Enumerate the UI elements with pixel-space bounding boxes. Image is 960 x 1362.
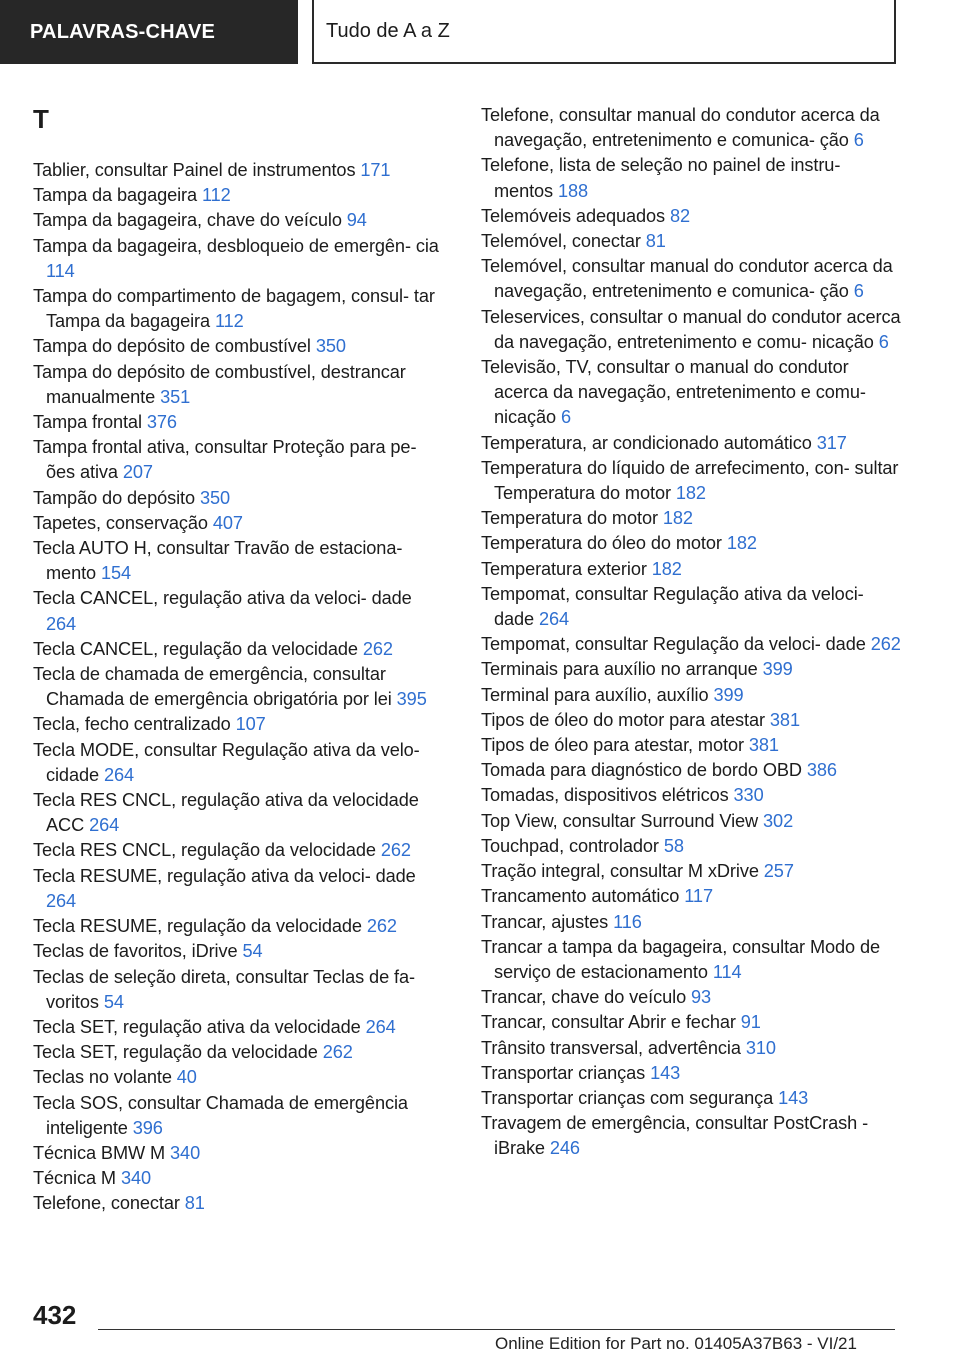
index-entry-text: Tecla, fecho centralizado bbox=[33, 714, 236, 735]
page-reference-link[interactable]: 262 bbox=[380, 840, 411, 861]
page-reference-link[interactable]: 246 bbox=[549, 1138, 580, 1159]
page-reference-link[interactable]: 340 bbox=[170, 1142, 201, 1163]
page-reference-link[interactable]: 40 bbox=[176, 1067, 197, 1088]
page-reference-link[interactable]: 264 bbox=[539, 609, 570, 630]
index-entry-text: Telefone, consultar manual do condutor acerca da navegação, entretenimento e comunica- ção bbox=[481, 105, 880, 151]
page-reference-link[interactable]: 6 bbox=[853, 281, 864, 302]
page-reference-link[interactable]: 6 bbox=[878, 331, 889, 352]
index-entry-text: Tampa da bagageira bbox=[33, 185, 202, 206]
index-entry-text: Terminais para auxílio no arranque bbox=[481, 659, 763, 680]
index-entry-text: Teclas no volante bbox=[33, 1067, 177, 1088]
page-reference-link[interactable]: 330 bbox=[733, 785, 764, 806]
index-entry-text: Travagem de emergência, consultar PostCrash - iBrake bbox=[481, 1113, 869, 1159]
page-reference-link[interactable]: 58 bbox=[663, 835, 684, 856]
index-entry-text: Tempomat, consultar Regulação da veloci- dade bbox=[481, 634, 871, 655]
index-entry bbox=[481, 935, 901, 985]
index-entry bbox=[33, 838, 443, 863]
page-reference-link[interactable]: 264 bbox=[46, 890, 77, 911]
page-reference-link[interactable]: 302 bbox=[763, 810, 794, 831]
index-entry-text: Tempomat, consultar Regulação ativa da veloci- dade bbox=[481, 583, 864, 630]
page-reference-link[interactable]: 182 bbox=[675, 483, 706, 504]
index-entry-text: Técnica BMW M bbox=[33, 1142, 171, 1163]
index-entry bbox=[33, 360, 443, 410]
page-reference-link[interactable]: 143 bbox=[778, 1087, 809, 1108]
index-entry bbox=[481, 1086, 901, 1111]
index-entry bbox=[481, 884, 901, 909]
index-entry-text: Temperatura exterior bbox=[481, 558, 652, 579]
index-entry-text: Tampa do depósito de combustível bbox=[33, 336, 316, 357]
index-entry-text: Trancar, consultar Abrir e fechar bbox=[481, 1012, 741, 1033]
index-entry bbox=[33, 1141, 443, 1166]
index-entry bbox=[481, 204, 901, 229]
index-entry-text: Tecla SET, regulação da velocidade bbox=[33, 1042, 323, 1063]
index-entry-text: Temperatura, ar condicionado automático bbox=[481, 432, 817, 453]
index-entry-text: Top View, consultar Surround View bbox=[481, 810, 764, 831]
page-reference-link[interactable]: 114 bbox=[712, 961, 742, 982]
index-entry bbox=[481, 657, 901, 682]
index-entry bbox=[33, 939, 443, 964]
page-reference-link[interactable]: 81 bbox=[645, 231, 666, 252]
index-entry bbox=[33, 788, 443, 838]
index-entry bbox=[481, 531, 901, 556]
index-entry-text: Transportar crianças bbox=[481, 1062, 651, 1083]
index-entry-text: Teclas de seleção direta, consultar Teclas de fa- voritos bbox=[33, 966, 415, 1012]
index-entry bbox=[33, 234, 443, 284]
index-entry-text: Tecla RES CNCL, regulação da velocidade bbox=[33, 840, 381, 861]
page-reference-link[interactable]: 317 bbox=[816, 432, 847, 453]
index-entry-text: Técnica M bbox=[33, 1168, 121, 1189]
index-entry-text: Teclas de favoritos, iDrive bbox=[33, 941, 243, 962]
page-reference-link[interactable]: 182 bbox=[726, 533, 757, 554]
page-reference-link[interactable]: 407 bbox=[212, 512, 243, 533]
index-entry bbox=[33, 662, 443, 712]
index-entry-text: Temperatura do líquido de arrefecimento, con- sultar Temperatura do motor bbox=[481, 457, 899, 504]
index-entry-text: Tapetes, conservação bbox=[33, 512, 213, 533]
index-entry-text: Tecla RESUME, regulação da velocidade bbox=[33, 916, 367, 937]
index-column-right bbox=[481, 103, 901, 1162]
page-reference-link[interactable]: 264 bbox=[89, 815, 120, 836]
page-number: 432 bbox=[33, 1300, 77, 1330]
page-reference-link[interactable]: 262 bbox=[362, 638, 393, 659]
page-reference-link[interactable]: 399 bbox=[762, 659, 793, 680]
index-entry bbox=[33, 284, 443, 334]
page-reference-link[interactable]: 395 bbox=[396, 689, 427, 710]
page-reference-link[interactable]: 116 bbox=[613, 911, 642, 932]
index-entry bbox=[481, 582, 901, 632]
section-tab bbox=[0, 0, 298, 64]
index-entry-text: Trânsito transversal, advertência bbox=[481, 1037, 746, 1058]
index-entry bbox=[33, 738, 443, 788]
index-entry-text: Tecla RESUME, regulação ativa da veloci- dade bbox=[33, 865, 416, 886]
index-entry bbox=[481, 229, 901, 254]
index-entry-text: Tomada para diagnóstico de bordo OBD bbox=[481, 760, 807, 781]
index-entry bbox=[33, 637, 443, 662]
index-entry-text: Tablier, consultar Painel de instrumentos bbox=[33, 160, 361, 180]
page-reference-link[interactable]: 264 bbox=[46, 613, 77, 634]
index-entry bbox=[481, 1010, 901, 1035]
index-entry bbox=[481, 783, 901, 808]
index-entry bbox=[481, 456, 901, 506]
index-entry bbox=[33, 511, 443, 536]
index-entry bbox=[481, 1061, 901, 1086]
index-entry bbox=[33, 158, 443, 183]
page-reference-link[interactable]: 182 bbox=[651, 558, 682, 579]
index-entry-text: Tecla AUTO H, consultar Travão de estaciona- mento bbox=[33, 538, 403, 584]
page-reference-link[interactable]: 93 bbox=[691, 987, 712, 1008]
index-entry-text: Tomadas, dispositivos elétricos bbox=[481, 785, 734, 806]
page-reference-link[interactable]: 350 bbox=[199, 487, 231, 508]
page-reference-link[interactable]: 257 bbox=[763, 861, 794, 882]
index-entry-text: Transportar crianças com segurança bbox=[481, 1087, 779, 1108]
index-entry-text: Tampão do depósito bbox=[33, 487, 200, 508]
index-entry bbox=[481, 557, 901, 582]
page-reference-link[interactable]: 54 bbox=[103, 991, 124, 1012]
page-reference-link[interactable]: 376 bbox=[146, 412, 177, 433]
index-entry bbox=[481, 431, 901, 456]
index-entry bbox=[33, 435, 443, 485]
page-reference-link[interactable]: 112 bbox=[201, 185, 231, 206]
index-entry bbox=[33, 1015, 443, 1040]
index-entry-text: Tampa da bagageira, desbloqueio de emergên- cia bbox=[33, 235, 439, 256]
page-reference-link[interactable]: 112 bbox=[214, 311, 244, 332]
page-reference-link[interactable]: 264 bbox=[365, 1016, 396, 1037]
footer-edition: Online Edition for Part no. 01405A37B63 - VI/21 bbox=[495, 1334, 857, 1353]
page-reference-link[interactable]: 350 bbox=[315, 336, 346, 357]
page-reference-link[interactable]: 386 bbox=[806, 760, 837, 781]
page-reference-link[interactable]: 114 bbox=[46, 260, 75, 281]
page-reference-link[interactable]: 6 bbox=[560, 407, 571, 428]
index-entry bbox=[33, 1065, 443, 1090]
page-reference-link[interactable]: 351 bbox=[160, 386, 191, 407]
index-entry-text: Tipos de óleo para atestar, motor bbox=[481, 735, 749, 756]
index-entry bbox=[33, 486, 443, 511]
index-entry bbox=[33, 536, 443, 586]
index-entry-text: Telefone, lista de seleção no painel de instru- mentos bbox=[481, 155, 841, 201]
page-reference-link[interactable]: 171 bbox=[360, 160, 391, 180]
index-entry-text: Tecla MODE, consultar Regulação ativa da velo- cidade bbox=[33, 739, 420, 785]
index-column-left bbox=[33, 158, 443, 1217]
page-reference-link[interactable]: 94 bbox=[346, 210, 367, 231]
page-reference-link[interactable]: 91 bbox=[740, 1012, 761, 1033]
page-reference-link[interactable]: 117 bbox=[684, 886, 713, 907]
index-entry bbox=[33, 864, 443, 914]
index-entry-text: Tecla CANCEL, regulação da velocidade bbox=[33, 638, 363, 659]
index-entry-text: Temperatura do motor bbox=[481, 508, 663, 529]
page-reference-link[interactable]: 310 bbox=[745, 1037, 776, 1058]
page-reference-link[interactable]: 82 bbox=[670, 205, 691, 226]
index-entry-text: Tampa do compartimento de bagagem, consul- tar Tampa da bagageira bbox=[33, 286, 435, 332]
page-reference-link[interactable]: 6 bbox=[853, 130, 864, 151]
page-reference-link[interactable]: 143 bbox=[650, 1062, 681, 1083]
index-entry-text: Trancamento automático bbox=[481, 886, 685, 907]
title-tab-label: Tudo de A a Z bbox=[326, 19, 450, 42]
index-entry-text: Tecla SOS, consultar Chamada de emergência inteligente bbox=[33, 1092, 408, 1138]
index-entry-text: Tampa do depósito de combustível, destrancar manualmente bbox=[33, 361, 406, 407]
title-tab bbox=[312, 0, 896, 64]
index-entry bbox=[33, 1166, 443, 1191]
index-entry bbox=[481, 254, 901, 304]
index-entry-text: Tampa da bagageira, chave do veículo bbox=[33, 210, 347, 231]
index-entry-text: Tampa frontal bbox=[33, 412, 147, 433]
index-entry bbox=[33, 914, 443, 939]
page-reference-link[interactable]: 154 bbox=[101, 563, 132, 584]
index-entry bbox=[33, 586, 443, 636]
index-entry bbox=[33, 183, 443, 208]
page-reference-link[interactable]: 81 bbox=[184, 1193, 205, 1214]
index-entry bbox=[481, 733, 901, 758]
index-entry-text: Tecla RES CNCL, regulação ativa da velocidade ACC bbox=[33, 790, 419, 836]
section-letter: T bbox=[33, 104, 49, 134]
index-entry bbox=[481, 153, 901, 203]
index-entry bbox=[481, 859, 901, 884]
index-entry bbox=[481, 632, 901, 657]
index-entry-text: Temperatura do óleo do motor bbox=[481, 533, 727, 554]
page-reference-link[interactable]: 54 bbox=[242, 941, 263, 962]
index-entry-text: Tecla de chamada de emergência, consultar Chamada de emergência obrigatória por lei bbox=[33, 664, 397, 710]
index-entry bbox=[481, 506, 901, 531]
index-entry-text: Trancar, chave do veículo bbox=[481, 987, 692, 1008]
page-reference-link[interactable]: 262 bbox=[322, 1042, 353, 1063]
page-reference-link[interactable]: 381 bbox=[769, 709, 800, 730]
index-entry-text: Tecla CANCEL, regulação ativa da veloci- dade bbox=[33, 588, 412, 609]
index-entry-text: Tampa frontal ativa, consultar Proteção para pe- ões ativa bbox=[33, 437, 417, 483]
index-entry bbox=[33, 334, 443, 359]
index-entry bbox=[33, 208, 443, 233]
index-entry-text: Trancar a tampa da bagageira, consultar Modo de serviço de estacionamento bbox=[481, 936, 881, 982]
page-reference-link[interactable]: 399 bbox=[713, 684, 744, 705]
index-entry bbox=[481, 708, 901, 733]
index-entry-text: Telemóvel, consultar manual do condutor acerca da navegação, entretenimento e comunica- ção bbox=[481, 256, 893, 302]
page-reference-link[interactable]: 396 bbox=[132, 1117, 163, 1138]
index-entry-text: Telefone, conectar bbox=[33, 1193, 185, 1214]
index-entry-text: Terminal para auxílio, auxílio bbox=[481, 684, 714, 705]
index-entry bbox=[481, 758, 901, 783]
index-entry bbox=[481, 355, 901, 431]
index-entry bbox=[481, 103, 901, 153]
index-entry bbox=[481, 985, 901, 1010]
index-entry bbox=[33, 1040, 443, 1065]
index-entry-text: Trancar, ajustes bbox=[481, 911, 614, 932]
page-reference-link[interactable]: 340 bbox=[120, 1168, 151, 1189]
footer-divider bbox=[98, 1329, 895, 1330]
index-entry-text: Telemóvel, conectar bbox=[481, 231, 646, 252]
page-reference-link[interactable]: 262 bbox=[366, 916, 397, 937]
index-entry bbox=[481, 1111, 901, 1161]
index-entry bbox=[481, 1036, 901, 1061]
index-entry-text: Teleservices, consultar o manual do condutor acerca da navegação, entretenimento e comu- nicação bbox=[481, 306, 901, 352]
page-reference-link[interactable]: 207 bbox=[122, 462, 153, 483]
index-entry bbox=[33, 1091, 443, 1141]
index-entry-text: Tecla SET, regulação ativa da velocidade bbox=[33, 1016, 366, 1037]
index-entry bbox=[33, 712, 443, 737]
index-entry-text: Televisão, TV, consultar o manual do condutor acerca da navegação, entretenimento e comu- nicação bbox=[481, 357, 866, 428]
page-reference-link[interactable]: 182 bbox=[662, 508, 693, 529]
page-reference-link[interactable]: 262 bbox=[870, 634, 901, 655]
index-entry-text: Tração integral, consultar M xDrive bbox=[481, 861, 764, 882]
index-entry bbox=[481, 834, 901, 859]
index-entry-text: Tipos de óleo do motor para atestar bbox=[481, 709, 770, 730]
index-entry-text: Touchpad, controlador bbox=[481, 835, 664, 856]
index-entry bbox=[481, 809, 901, 834]
index-entry-text: Telemóveis adequados bbox=[481, 205, 670, 226]
section-tab-label: PALAVRAS-CHAVE bbox=[30, 20, 216, 43]
index-entry bbox=[33, 410, 443, 435]
index-entry bbox=[33, 965, 443, 1015]
page-reference-link[interactable]: 188 bbox=[558, 180, 589, 201]
index-entry bbox=[33, 1191, 443, 1216]
index-entry bbox=[481, 683, 901, 708]
page-reference-link[interactable]: 264 bbox=[103, 764, 134, 785]
index-entry bbox=[481, 305, 901, 355]
page-reference-link[interactable]: 107 bbox=[235, 714, 266, 735]
index-entry bbox=[481, 910, 901, 935]
page-reference-link[interactable]: 381 bbox=[748, 735, 779, 756]
